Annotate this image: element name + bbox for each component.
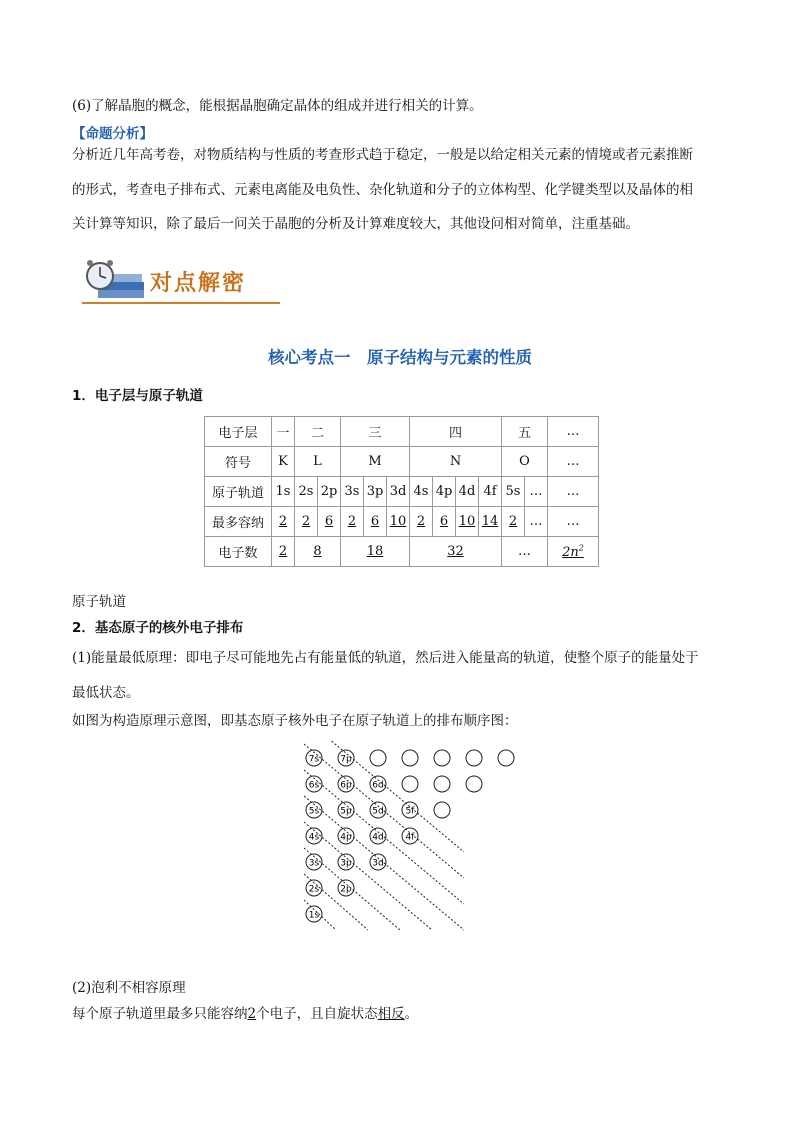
empty-orbital-circle: [434, 750, 450, 766]
paragraph-1a: (1)能量最低原理：即电子尽可能地先占有能量低的轨道，然后进入能量高的轨道，使整个原子的能量处于: [72, 650, 699, 666]
table-cell: 2s: [295, 477, 318, 507]
table-cell: 18: [366, 544, 384, 559]
table-cell: 2: [278, 544, 288, 559]
table-cell: 4p: [433, 477, 456, 507]
empty-orbital-circle: [434, 802, 450, 818]
orbital-label: 3p: [340, 858, 352, 869]
orbital-label: 4s: [308, 832, 320, 843]
banner-divider: [82, 302, 280, 304]
analysis-line-3: 关计算等知识，除了最后一问关于晶胞的分析及计算难度较大，其他设问相对简单，注重基础。: [72, 216, 639, 232]
table-cell: 32: [447, 544, 464, 559]
analysis-line-2: 的形式，考查电子排布式、元素电离能及电负性、杂化轨道和分子的立体构型、化学键类型以及晶体的相: [72, 182, 693, 198]
table-cell: O: [502, 447, 548, 477]
filling-order-arrow: [304, 796, 464, 930]
text: 个电子，且自旋状态: [256, 1006, 378, 1022]
orbital-label: 3d: [372, 858, 384, 869]
orbital-label: 2p: [340, 884, 352, 895]
analysis-line-1: 分析近几年高考卷，对物质结构与性质的考查形式趋于稳定，一般是以给定相关元素的情境或者元素推断: [72, 147, 693, 163]
orbital-label: 4p: [340, 832, 352, 843]
table-cell: 一: [272, 417, 295, 447]
table-cell: 最多容纳: [205, 507, 272, 537]
section-banner: [82, 258, 280, 304]
paragraph-3: (2)泡利不相容原理: [72, 980, 186, 996]
empty-orbital-circle: [370, 750, 386, 766]
table-cell: …: [548, 477, 599, 507]
aufbau-diagram: [280, 740, 520, 950]
paragraph-4: [72, 1004, 418, 1024]
table-cell: 3s: [341, 477, 364, 507]
table-cell: 1s: [272, 477, 295, 507]
table-cell: 6: [439, 514, 449, 529]
empty-orbital-circle: [402, 776, 418, 792]
table-cell: N: [410, 447, 502, 477]
table-cell: …: [502, 537, 548, 567]
table-cell: 10: [458, 514, 476, 529]
text: 。: [404, 1006, 419, 1022]
table-cell: M: [341, 447, 410, 477]
table-row: [205, 447, 599, 477]
table-cell: 2: [347, 514, 357, 529]
orbital-label: 6d: [372, 780, 384, 791]
underlined-value: 2: [247, 1006, 257, 1022]
table-row: [205, 477, 599, 507]
paragraph-1b: 最低状态。: [72, 685, 140, 701]
orbital-label: 7p: [340, 754, 352, 765]
table-cell: 2: [508, 514, 518, 529]
table-cell: 5s: [502, 477, 525, 507]
table-cell: …: [548, 507, 599, 537]
orbital-label: 2s: [308, 884, 320, 895]
table-cell: 3d: [387, 477, 410, 507]
orbital-label: 5p: [340, 806, 352, 817]
table-cell: 三: [341, 417, 410, 447]
table-cell: 10: [389, 514, 407, 529]
table-cell: 电子数: [205, 537, 272, 567]
table-cell: …: [525, 507, 548, 537]
table-row: [205, 537, 599, 567]
table-cell: 2: [278, 514, 288, 529]
text: 每个原子轨道里最多只能容纳: [72, 1006, 248, 1022]
table-cell: 4f: [479, 477, 502, 507]
underlined-value: 相反: [377, 1006, 405, 1022]
table-cell: 2n: [562, 544, 579, 560]
orbital-label: 1s: [308, 910, 320, 921]
table-cell: 四: [410, 417, 502, 447]
table-cell: L: [295, 447, 341, 477]
table-cell: K: [272, 447, 295, 477]
table-cell: 6: [370, 514, 380, 529]
table-cell: …: [548, 447, 599, 477]
orbital-label: 5s: [308, 806, 320, 817]
orbital-label: 6p: [340, 780, 352, 791]
section-label: 【命题分析】: [72, 126, 153, 142]
table-cell: 14: [481, 514, 499, 529]
table-cell: 3p: [364, 477, 387, 507]
table-cell: 8: [313, 544, 322, 559]
orbital-label: 6s: [308, 780, 320, 791]
filling-order-arrow: [304, 770, 464, 904]
electron-shell-table: [204, 416, 599, 567]
section2-heading: 2．基态原子的核外电子排布: [72, 620, 244, 636]
table-cell: 6: [324, 514, 334, 529]
table-row: [205, 507, 599, 537]
orbital-label: 5d: [372, 806, 384, 817]
banner-title: 对点解密: [150, 271, 247, 296]
empty-orbital-circle: [498, 750, 514, 766]
table-cell: 原子轨道: [205, 477, 272, 507]
table-cell: 五: [502, 417, 548, 447]
empty-orbital-circle: [402, 750, 418, 766]
table-cell: …: [548, 417, 599, 447]
table-caption: 原子轨道: [72, 594, 126, 610]
clock-books-icon: [82, 258, 148, 304]
empty-orbital-circle: [434, 776, 450, 792]
table-row: [205, 417, 599, 447]
table-cell: 2p: [318, 477, 341, 507]
orbital-label: 7s: [308, 754, 320, 765]
paragraph-2: 如图为构造原理示意图，即基态原子核外电子在原子轨道上的排布顺序图：: [72, 713, 518, 729]
table-cell: 4s: [410, 477, 433, 507]
table-cell: 电子层: [205, 417, 272, 447]
table-cell: 二: [295, 417, 341, 447]
orbital-label: 4f: [405, 832, 415, 843]
table-cell: 符号: [205, 447, 272, 477]
orbital-label: 3s: [308, 858, 320, 869]
table-cell: …: [525, 477, 548, 507]
empty-orbital-circle: [466, 750, 482, 766]
table-cell: 4d: [456, 477, 479, 507]
intro-line: (6)了解晶胞的概念，能根据晶胞确定晶体的组成并进行相关的计算。: [72, 98, 483, 114]
core-title: 核心考点一 原子结构与元素的性质: [268, 348, 532, 367]
table-cell: 2: [301, 514, 311, 529]
superscript: 2: [578, 543, 584, 553]
empty-orbital-circle: [466, 776, 482, 792]
table-cell: 2: [416, 514, 426, 529]
section1-heading: 1．电子层与原子轨道: [72, 388, 203, 404]
orbital-label: 4d: [372, 832, 384, 843]
orbital-label: 5f: [405, 806, 415, 817]
